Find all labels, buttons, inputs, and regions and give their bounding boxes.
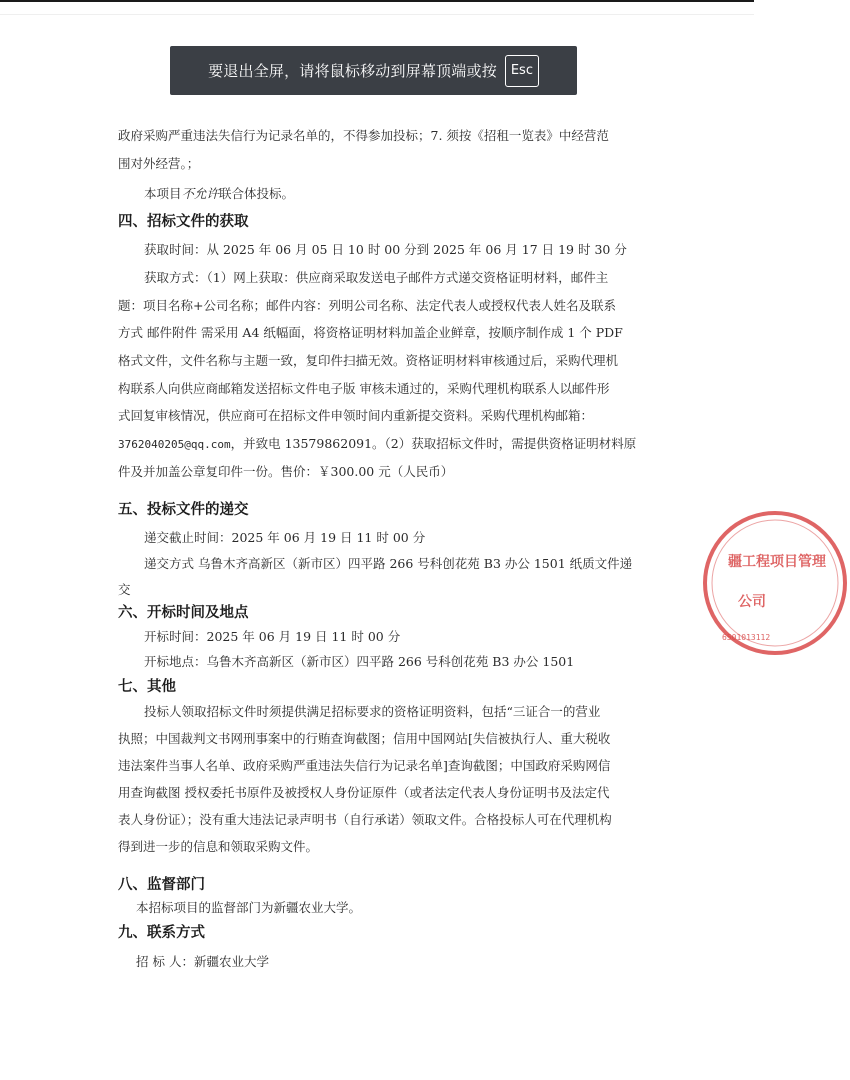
acquisition-method-line-8: 件及并加盖公章复印件一份。售价：￥300.00 元（人民币） xyxy=(118,464,454,479)
seal-top-text: 疆工程项目管理 xyxy=(728,554,826,570)
heading-8-supervision: 八、监督部门 xyxy=(118,877,205,893)
fullscreen-exit-banner xyxy=(170,46,577,95)
tenderer-line: 招 标 人：新疆农业大学 xyxy=(136,954,269,969)
heading-5-bid-submission: 五、投标文件的递交 xyxy=(118,502,249,518)
consortium-suffix: 联合体投标。 xyxy=(219,186,295,201)
opening-place: 开标地点：乌鲁木齐高新区（新市区）四平路 266 号科创花苑 B3 办公 1501 xyxy=(144,654,575,669)
heading-6-bid-opening: 六、开标时间及地点 xyxy=(118,605,249,621)
seal-bottom-text: 公司 xyxy=(738,594,766,610)
acquisition-method-line-7-rest: ，并致电 13579862091。（2）获取招标文件时，需提供资格证明材料原 xyxy=(230,436,637,451)
submission-method-line-2: 交 xyxy=(118,582,131,597)
opening-time: 开标时间：2025 年 06 月 19 日 11 时 00 分 xyxy=(144,629,401,644)
consortium-emphasis: 不允许 xyxy=(181,186,220,201)
top-edge-bar xyxy=(0,0,754,2)
heading-7-other: 七、其他 xyxy=(118,679,176,695)
fullscreen-exit-message: 要退出全屏，请将鼠标移动到屏幕顶端或按 xyxy=(208,62,497,80)
acquisition-method-line-4: 格式文件，文件名称与主题一致，复印件扫描无效。资格证明材料审核通过后，采购代理机 xyxy=(118,353,619,368)
other-line-6: 得到进一步的信息和领取采购文件。 xyxy=(118,839,319,854)
scan-line xyxy=(0,14,754,15)
other-line-2: 执照；中国裁判文书网刑事案中的行贿查询截图；信用中国网站[失信被执行人、重大税收 xyxy=(118,731,611,746)
consortium-prefix: 本项目 xyxy=(144,186,182,201)
other-line-1: 投标人领取招标文件时须提供满足招标要求的资格证明资料，包括“三证合一的营业 xyxy=(144,704,601,719)
seal-serial: 6501013112 xyxy=(722,633,771,642)
agency-email: 3762040205@qq.com xyxy=(118,438,231,451)
consortium-line xyxy=(118,184,630,204)
acquisition-method-line-7 xyxy=(118,434,637,455)
heading-4-tender-acquisition: 四、招标文件的获取 xyxy=(118,214,249,230)
esc-key-badge[interactable]: Esc xyxy=(505,55,539,87)
intro-line-1: 政府采购严重违法失信行为记录名单的，不得参加投标；7. 须按《招租一览表》中经营范 xyxy=(118,128,609,143)
other-line-5: 表人身份证）；没有重大违法记录声明书（自行承诺）领取文件。合格投标人可在代理机构 xyxy=(118,812,612,827)
other-line-4: 用查询截图 授权委托书原件及被授权人身份证原件（或者法定代表人身份证明书及法定代 xyxy=(118,785,610,800)
acquisition-method-line-6: 式回复审核情况，供应商可在招标文件申领时间内重新提交资料。采购代理机构邮箱： xyxy=(118,408,594,423)
heading-9-contact: 九、联系方式 xyxy=(118,925,205,941)
intro-line-2: 围对外经营。； xyxy=(118,156,200,171)
submission-deadline: 递交截止时间：2025 年 06 月 19 日 11 时 00 分 xyxy=(144,530,426,545)
submission-method-line-1: 递交方式 乌鲁木齐高新区（新市区）四平路 266 号科创花苑 B3 办公 1501 纸质文件递 xyxy=(144,556,633,571)
acquisition-method-line-2: 题：项目名称+公司名称；邮件内容：列明公司名称、法定代表人或授权代表人姓名及联系 xyxy=(118,298,616,313)
acquisition-method-line-3: 方式 邮件附件 需采用 A4 纸幅面，将资格证明材料加盖企业鲜章，按顺序制作成 1 个 PDF xyxy=(118,325,623,340)
acquisition-method-line-5: 构联系人向供应商邮箱发送招标文件电子版 审核未通过的，采购代理机构联系人以邮件形 xyxy=(118,381,610,396)
supervision-text: 本招标项目的监督部门为新疆农业大学。 xyxy=(136,900,362,915)
acquisition-method-line-1: 获取方式：（1）网上获取：供应商采取发送电子邮件方式递交资格证明材料，邮件主 xyxy=(144,270,609,285)
company-seal-stamp xyxy=(700,508,850,658)
acquisition-time: 获取时间：从 2025 年 06 月 05 日 10 时 00 分到 2025 年 06 月 17 日 19 时 30 分 xyxy=(144,242,627,257)
other-line-3: 违法案件当事人名单、政府采购严重违法失信行为记录名单]查询截图；中国政府采购网信 xyxy=(118,758,611,773)
